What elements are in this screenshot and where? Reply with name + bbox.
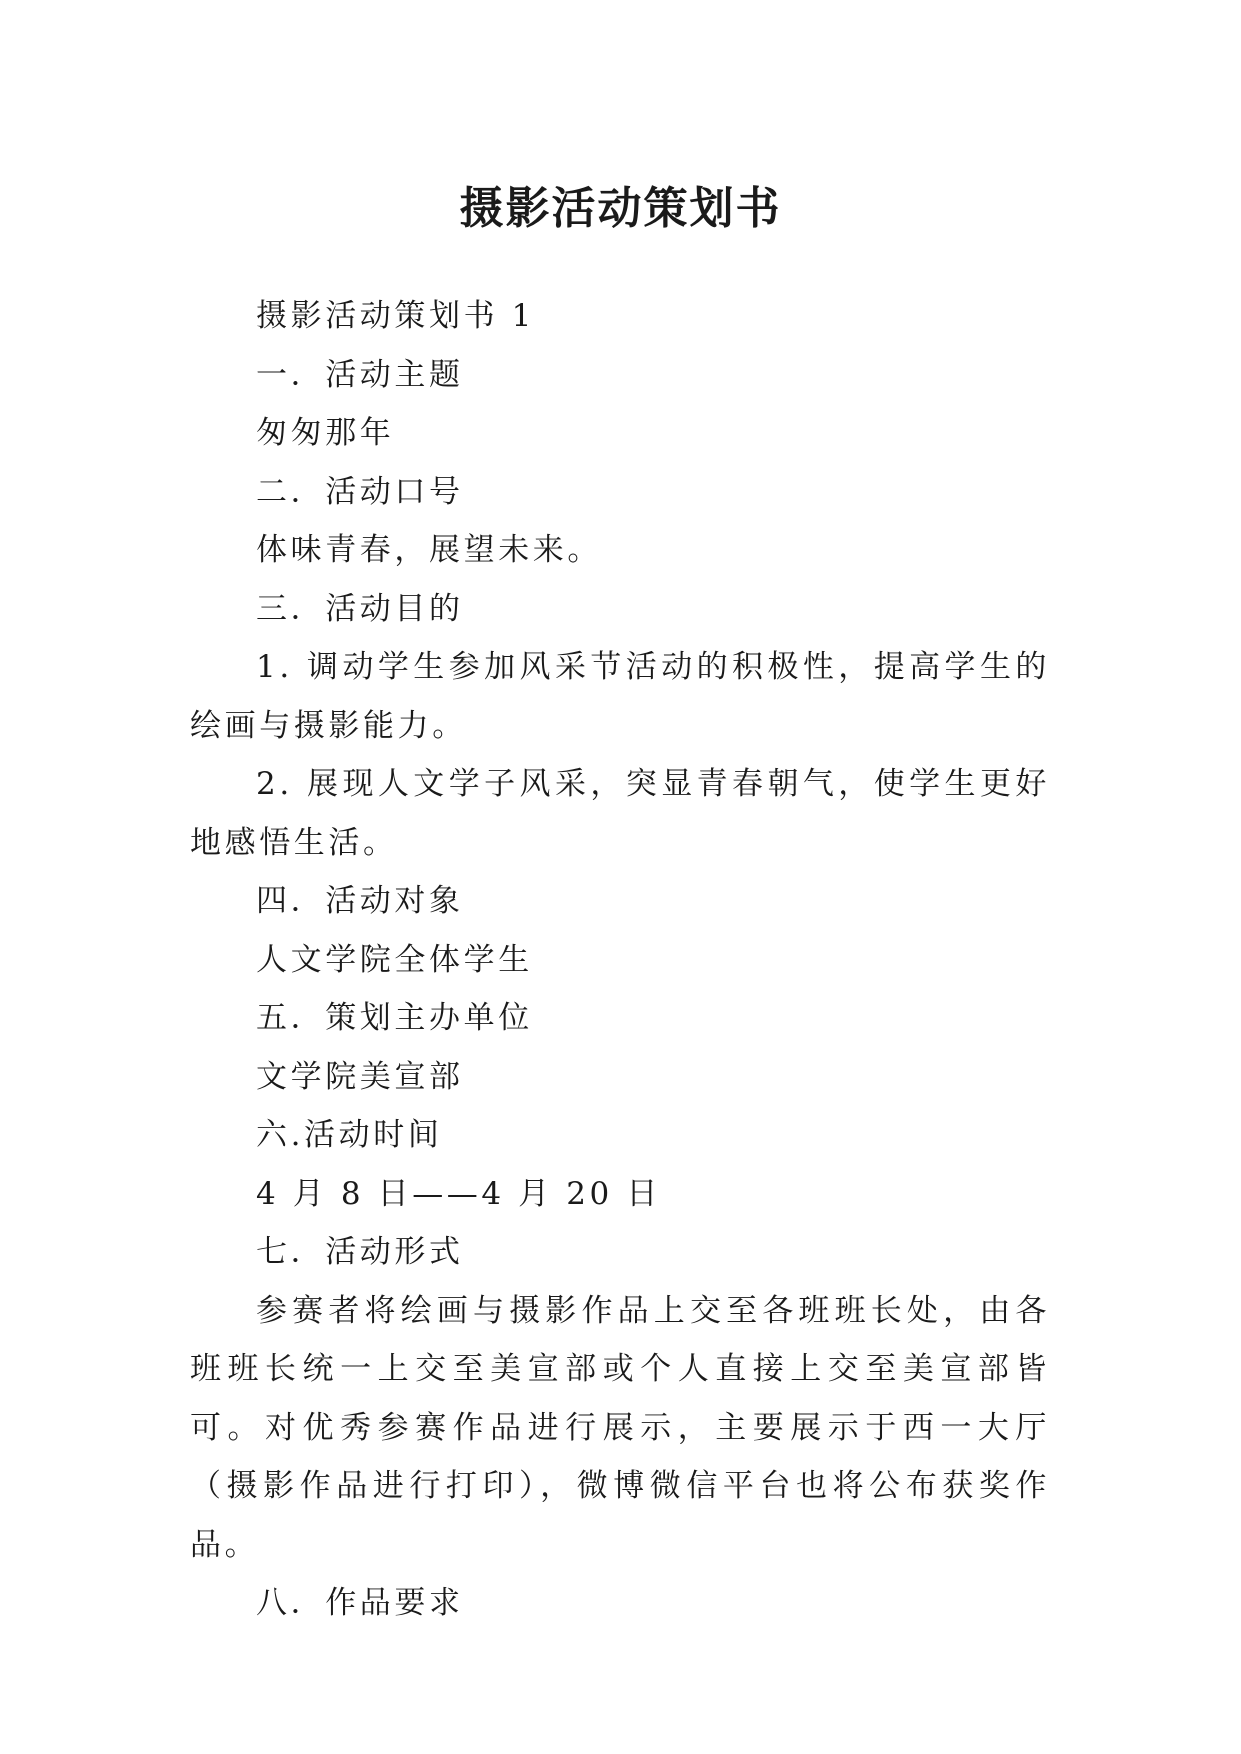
document-title: 摄影活动策划书 [459,183,782,235]
paragraph-format: 参赛者将绘画与摄影作品上交至各班班长处，由各班班长统一上交至美宣部或个人直接上交至美宣部皆可。对优秀参赛作品进行展示，主要展示于西一大厅（摄影作品进行打印），微博微信平台也将公布获奖作品。 [190,1292,1050,1563]
heading-activity-purpose: 三．活动目的 [256,590,464,627]
paragraph-slogan: 体味青春，展望未来。 [256,532,602,568]
paragraph-audience: 人文学院全体学生 [256,941,533,978]
paragraph-purpose-1: 1. 调动学生参加风采节活动的积极性，提高学生的绘画与摄影能力。 [190,649,1050,744]
paragraph-time: 4 月 8 日——4 月 20 日 [256,1175,661,1212]
paragraph-purpose-2: 2. 展现人文学子风采，突显青春朝气，使学生更好地感悟生活。 [190,766,1050,861]
heading-activity-format: 七．活动形式 [256,1234,464,1270]
heading-organizer: 五．策划主办单位 [256,1000,533,1036]
document-body [190,287,1050,1633]
heading-work-requirements: 八．作品要求 [256,1585,464,1621]
paragraph-theme: 匆匆那年 [256,415,395,451]
heading-activity-audience: 四．活动对象 [256,883,464,919]
heading-activity-time: 六.活动时间 [256,1117,443,1153]
paragraph-subtitle: 摄影活动策划书 1 [256,298,535,334]
heading-activity-theme: 一．活动主题 [256,356,464,393]
paragraph-organizer: 文学院美宣部 [256,1058,464,1095]
heading-activity-slogan: 二．活动口号 [256,473,464,510]
